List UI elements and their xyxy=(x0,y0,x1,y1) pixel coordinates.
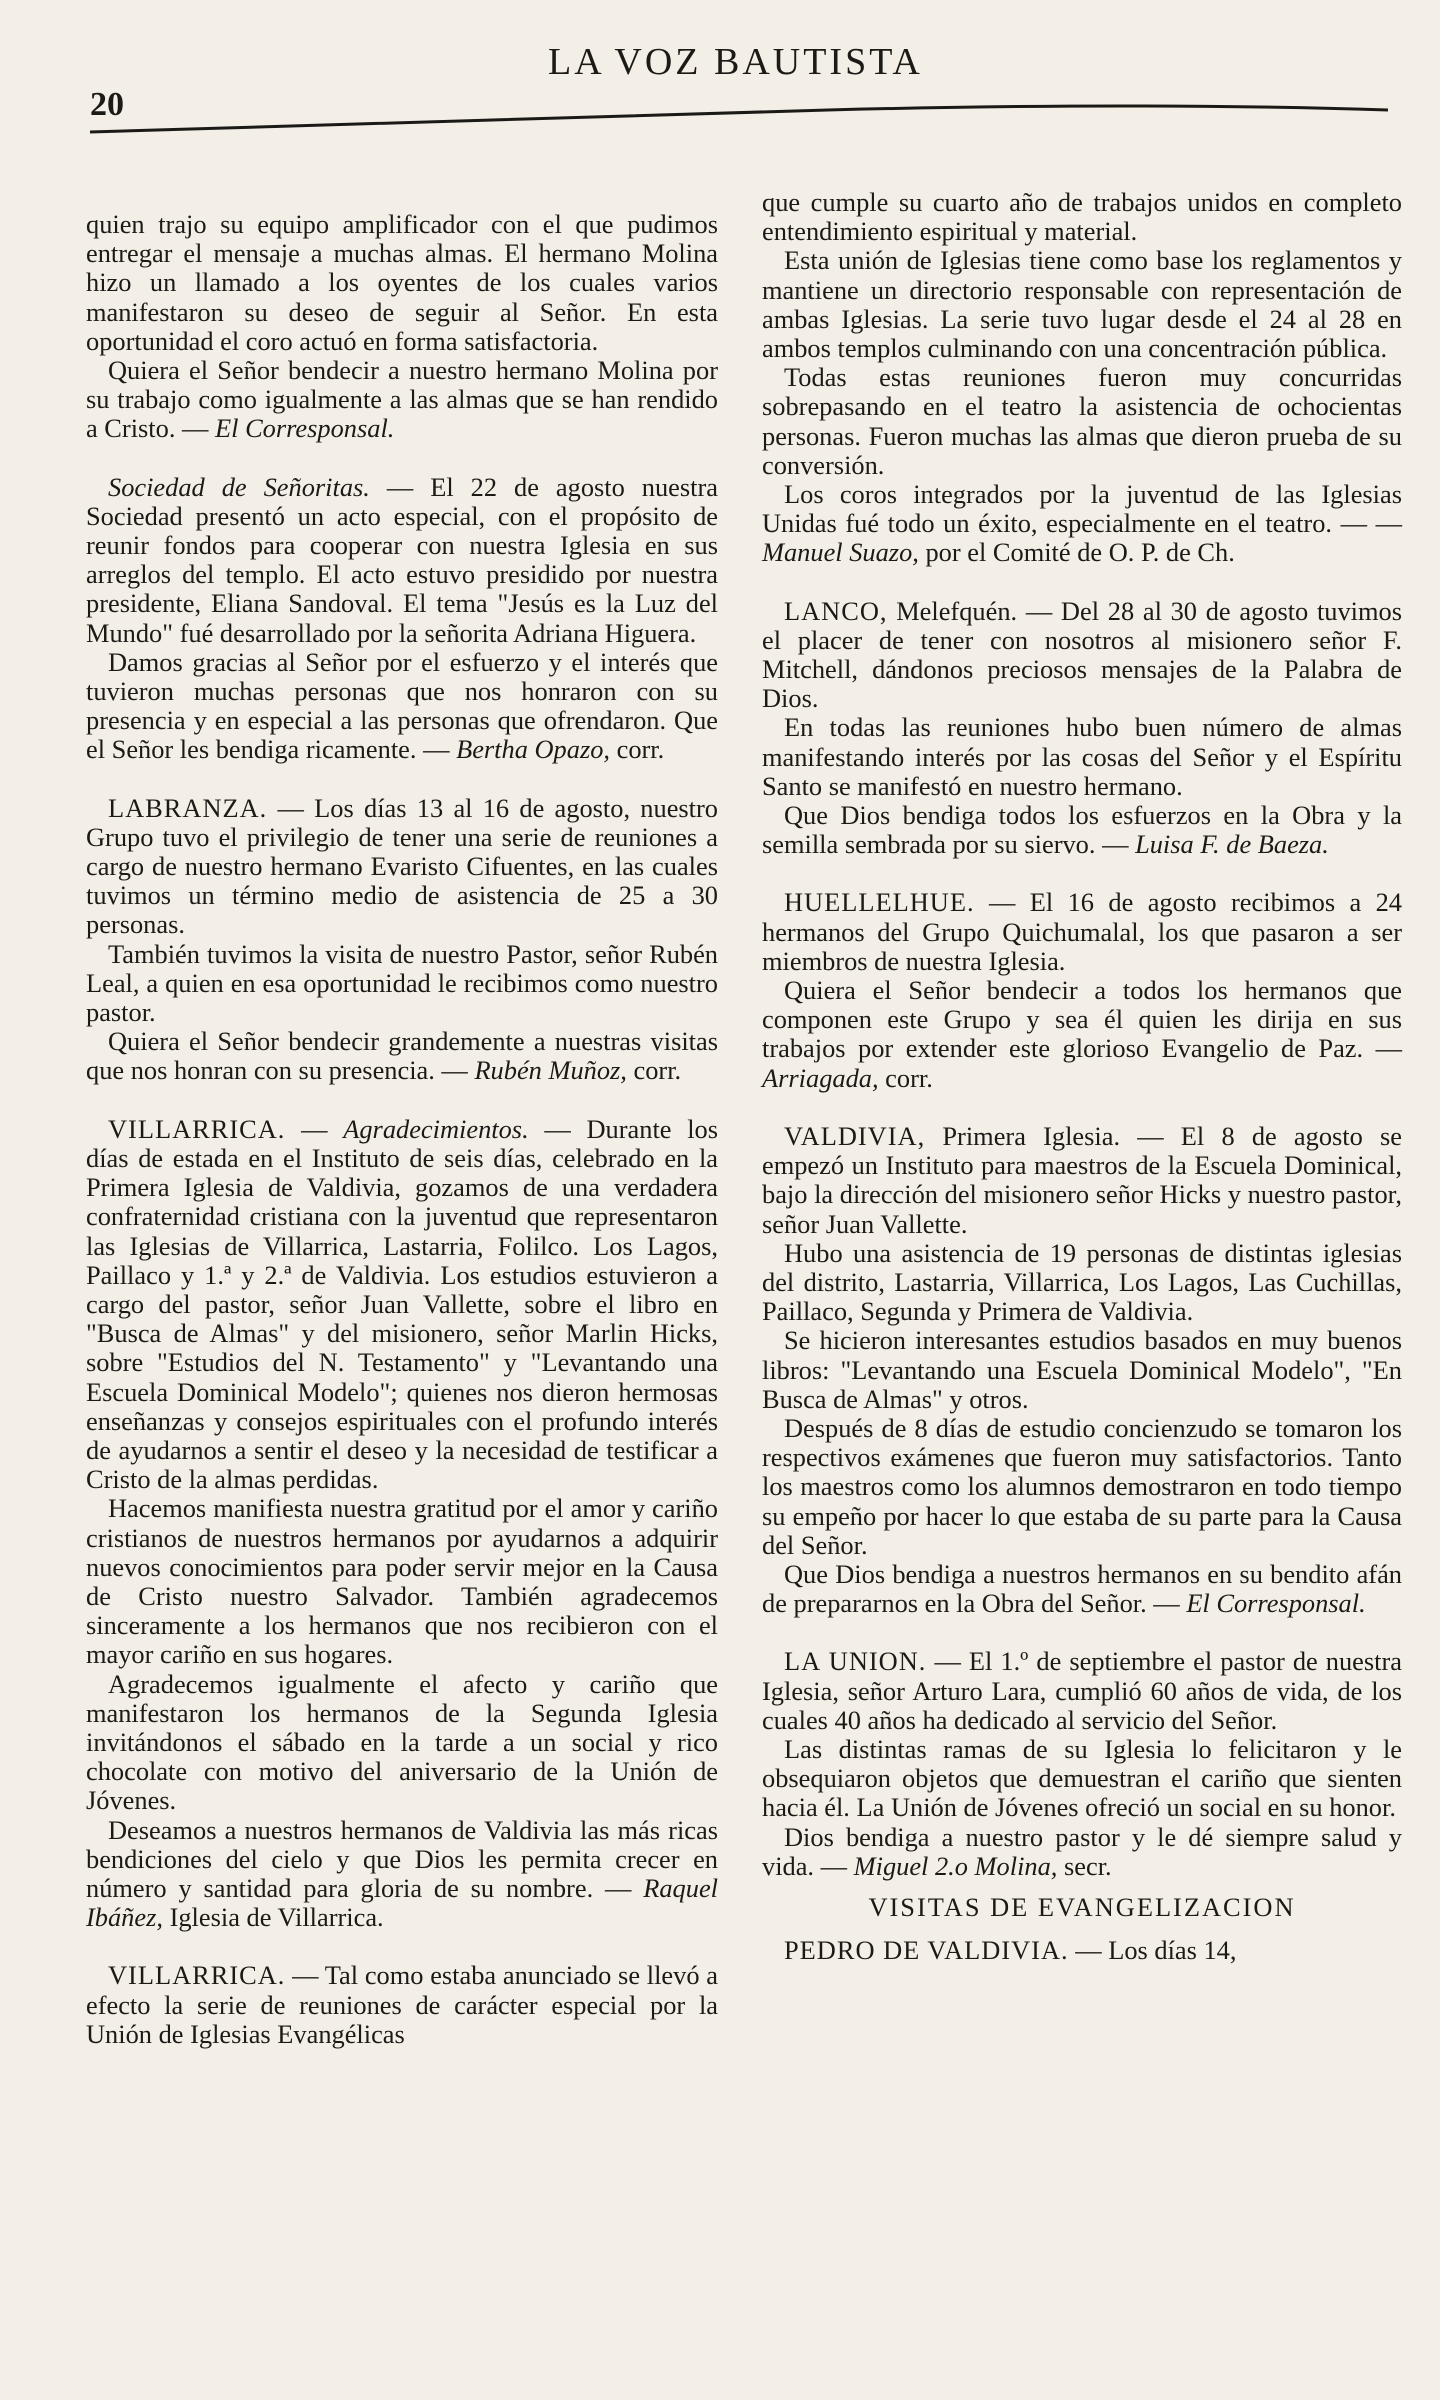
paragraph xyxy=(762,713,1402,801)
paragraph xyxy=(762,1239,1402,1327)
paragraph-text: Hubo una asistencia de 19 personas de distintas iglesias del distrito, Lastarria, Villarrica, Los Lagos, Las Cuchillas, Paillaco, Segunda y Primera de Valdivia. xyxy=(762,1237,1402,1327)
paragraph-text: — Tal como estaba anunciado se llevó a efecto la serie de reuniones de carácter especial por la Unión de Iglesias Evangélicas xyxy=(86,1960,718,2049)
paragraph xyxy=(762,1735,1402,1823)
paragraph xyxy=(762,1326,1402,1414)
report-subheading: Agradecimientos. xyxy=(343,1113,529,1144)
section-gap xyxy=(762,1618,1402,1647)
paragraph xyxy=(86,1816,718,1933)
paragraph-text: Quiera el Señor bendecir a todos los hermanos que componen este Grupo y sea él quien les dirija en sus trabajos por extender este glorioso Evangelio de Paz. — xyxy=(762,975,1402,1064)
report-heading: PEDRO DE VALDIVIA. xyxy=(784,1935,1069,1966)
section-gap xyxy=(86,765,718,794)
paragraph xyxy=(86,940,718,1028)
paragraph xyxy=(762,246,1402,363)
report-heading: HUELLELHUE. xyxy=(784,887,975,918)
report-heading: LABRANZA. xyxy=(108,792,268,823)
signature-suffix: Iglesia de Villarrica. xyxy=(162,1902,384,1933)
paragraph-text: Todas estas reuniones fueron muy concurridas sobrepasando en el teatro la asistencia de ochocientas personas. Fueron muchas las almas que dieron prueba de su conversión. xyxy=(762,362,1402,480)
signature: Rubén Muñoz, xyxy=(474,1055,627,1086)
paragraph xyxy=(762,801,1402,859)
paragraph xyxy=(762,1414,1402,1560)
paragraph xyxy=(86,1027,718,1085)
signature: Manuel Suazo, xyxy=(762,537,919,568)
signature: El Corresponsal. xyxy=(1186,1588,1366,1619)
report-heading: VALDIVIA, xyxy=(784,1120,926,1151)
paragraph-text: que cumple su cuarto año de trabajos unidos en completo entendimiento espiritual y material. xyxy=(762,187,1402,247)
paragraph-text: También tuvimos la visita de nuestro Pastor, señor Rubén Leal, a quien en esa oportunidad le recibimos como nuestro pastor. xyxy=(86,938,718,1028)
paragraph xyxy=(762,888,1402,976)
paragraph xyxy=(762,1647,1402,1735)
right-column xyxy=(762,188,1402,1965)
signature-suffix: secr. xyxy=(1057,1850,1112,1881)
paragraph-text: — Durante los días de estada en el Instituto de seis días, celebrado en la Primera Iglesia de Valdivia, gozamos de una verdadera confraternidad cristiana con la juventud que representaron las Iglesias de Villarrica, Lastarria, Folilco. Los Lagos, Paillaco y 1.ª y 2.ª de Valdivia. Los estudios estuvieron a cargo del pastor, señor Juan Vallette, sobre el libro en "Busca de Almas" y del misionero, señor Marlin Hicks, sobre "Estudios del N. Testamento" y "Levantando una Escuela Dominical Modelo"; quienes nos dieron hermosas enseñanzas y consejos espirituales con el profundo interés de ayudarnos a sentir el deseo y la necesidad de testificar a Cristo de la almas perdidas. xyxy=(86,1113,718,1495)
section-gap xyxy=(86,1086,718,1115)
page-number: 20 xyxy=(90,86,124,123)
paragraph-text: Damos gracias al Señor por el esfuerzo y el interés que tuvieron muchas personas que nos honraron con su presencia y en especial a las personas que ofrendaron. Que el Señor les bendiga ricamente. — xyxy=(86,646,718,765)
header-rule xyxy=(88,76,1398,134)
paragraph xyxy=(762,1823,1402,1881)
paragraph-text: Quiera el Señor bendecir grandemente a nuestras visitas que nos honran con su presencia. — xyxy=(86,1026,718,1086)
paragraph-text: Melefquén. — Del 28 al 30 de agosto tuvimos el placer de tener con nosotros al misionero señor F. Mitchell, dándonos preciosos mensajes de la Palabra de Dios. xyxy=(762,595,1402,714)
paragraph-text: quien trajo su equipo amplificador con el que pudimos entregar el mensaje a muchas almas. El hermano Molina hizo un llamado a los oyentes de los cuales varios manifestaron su deseo de seguir al Señor. En esta oportunidad el coro actuó en forma satisfactoria. xyxy=(86,209,718,356)
paragraph xyxy=(86,1115,718,1495)
paragraph-text: Dios bendiga a nuestro pastor y le dé siempre salud y vida. — xyxy=(762,1821,1402,1881)
report-heading: VILLARRICA. xyxy=(108,1113,286,1144)
section-gap xyxy=(86,444,718,473)
paragraph-text: Que Dios bendiga todos los esfuerzos en la Obra y la semilla sembrada por su siervo. — xyxy=(762,800,1402,860)
paragraph-text: Esta unión de Iglesias tiene como base los reglamentos y mantiene un directorio responsable con representación de ambas Iglesias. La serie tuvo lugar desde el 24 al 28 en ambos templos culminando con una concentración pública. xyxy=(762,245,1402,364)
left-column xyxy=(86,210,718,2049)
paragraph-text: En todas las reuniones hubo buen número de almas manifestando interés por las cosas del Señor y el Espíritu Santo se manifestó en nuestro hermano. xyxy=(762,712,1402,801)
section-gap xyxy=(86,1932,718,1961)
section-gap xyxy=(762,859,1402,888)
paragraph-text: — El 22 de agosto nuestra Sociedad presentó un acto especial, con el propósito de reunir fondos para cooperar con nuestra Iglesia en sus arreglos del templo. El acto estuvo presidido por nuestra presidente, Eliana Sandoval. El tema "Jesús es la Luz del Mundo" fué desarrollado por la señorita Adriana Higuera. xyxy=(86,471,718,648)
signature: Raquel Ibáñez, xyxy=(86,1872,718,1933)
paragraph xyxy=(762,363,1402,480)
section-gap xyxy=(762,1093,1402,1122)
paragraph-text: Las distintas ramas de su Iglesia lo felicitaron y le obsequiaron objetos que demuestran el cariño que sienten hacia él. La Unión de Jóvenes ofreció un social en su honor. xyxy=(762,1733,1402,1823)
paragraph-text: — El 16 de agosto recibimos a 24 hermanos del Grupo Quichumalal, los que pasaron a ser miembros de nuestra Iglesia. xyxy=(762,887,1402,976)
paragraph xyxy=(762,480,1402,568)
paragraph xyxy=(762,976,1402,1093)
paragraph xyxy=(86,1670,718,1816)
signature-suffix: por el Comité de O. P. de Ch. xyxy=(918,537,1235,568)
paragraph xyxy=(762,1560,1402,1618)
paragraph-text: Primera Iglesia. — El 8 de agosto se empezó un Instituto para maestros de la Escuela Dominical, bajo la dirección del misionero señor Hicks y nuestro pastor, señor Juan Vallette. xyxy=(762,1120,1402,1239)
paragraph-text: — El 1.º de septiembre el pastor de nuestra Iglesia, señor Arturo Lara, cumplió 60 años de vida, de los cuales 40 años ha dedicado al servicio del Señor. xyxy=(762,1646,1402,1735)
paragraph-text: Agradecemos igualmente el afecto y cariño que manifestaron los hermanos de la Segunda Iglesia invitándonos el sábado en la tarde a un social y rico chocolate con motivo del aniversario de la Unión de Jóvenes. xyxy=(86,1668,718,1816)
paragraph xyxy=(86,473,718,648)
publication-title: LA VOZ BAUTISTA xyxy=(548,41,923,83)
paragraph-text: — Los días 13 al 16 de agosto, nuestro Grupo tuvo el privilegio de tener una serie de reuniones a cargo de nuestro hermano Evaristo Cifuentes, en las cuales tuvimos un término medio de asistencia de 25 a 30 personas. xyxy=(86,792,718,940)
paragraph xyxy=(86,210,718,356)
paragraph-text: Hacemos manifiesta nuestra gratitud por el amor y cariño cristianos de nuestros hermanos por ayudarnos a adquirir nuevos conocimientos para poder servir mejor en la Causa de Cristo nuestro Salvador. También agradecemos sinceramente a los hermanos que nos recibieron con el mayor cariño en sus hogares. xyxy=(86,1493,718,1670)
paragraph xyxy=(762,1936,1402,1965)
paragraph-text: Quiera el Señor bendecir a nuestro hermano Molina por su trabajo como igualmente a las almas que se han rendido a Cristo. — xyxy=(86,355,718,444)
paragraph xyxy=(762,188,1402,246)
report-heading: VILLARRICA. xyxy=(108,1960,286,1991)
signature: Bertha Opazo, xyxy=(456,734,611,765)
paragraph-text: Deseamos a nuestros hermanos de Valdivia las más ricas bendiciones del cielo y que Dios les permita crecer en número y santidad para gloria de su nombre. — xyxy=(86,1814,718,1903)
paragraph xyxy=(86,1494,718,1669)
paragraph-text: Se hicieron interesantes estudios basados en muy buenos libros: "Levantando una Escuela Dominical Modelo", "En Busca de Almas" y otros. xyxy=(762,1325,1402,1414)
report-heading: Sociedad de Señoritas. xyxy=(108,471,370,502)
paragraph xyxy=(86,1961,718,2049)
paragraph xyxy=(86,356,718,444)
report-heading: LA UNION. xyxy=(784,1646,927,1677)
signature-suffix: corr. xyxy=(878,1062,933,1093)
paragraph-text: — Los días 14, xyxy=(1068,1935,1237,1966)
paragraph xyxy=(86,794,718,940)
signature: El Corresponsal. xyxy=(215,413,395,444)
paragraph-text: Después de 8 días de estudio concienzudo se tomaron los respectivos exámenes que fueron muy satisfactorios. Tanto los maestros como los alumnos demostraron en todo tiempo su empeño por hacer lo que estaba de su parte para la Causa del Señor. xyxy=(762,1412,1402,1560)
paragraph xyxy=(86,648,718,765)
paragraph xyxy=(762,1122,1402,1239)
paragraph-text: Que Dios bendiga a nuestros hermanos en su bendito afán de prepararnos en la Obra del Señor. — xyxy=(762,1558,1402,1619)
paragraph-text: — xyxy=(285,1113,344,1144)
paragraph xyxy=(762,597,1402,714)
paragraph-text: Los coros integrados por la juventud de las Iglesias Unidas fué todo un éxito, especialmente en el teatro. — — xyxy=(762,479,1402,539)
section-heading: VISITAS DE EVANGELIZACION xyxy=(868,1891,1296,1922)
signature-suffix: corr. xyxy=(610,734,665,765)
signature-suffix: corr. xyxy=(626,1055,682,1086)
signature: Arriagada, xyxy=(762,1062,879,1093)
signature: Luisa F. de Baeza. xyxy=(1135,829,1329,860)
report-heading: LANCO, xyxy=(784,595,888,626)
section-gap xyxy=(762,568,1402,597)
signature: Miguel 2.o Molina, xyxy=(853,1850,1058,1881)
